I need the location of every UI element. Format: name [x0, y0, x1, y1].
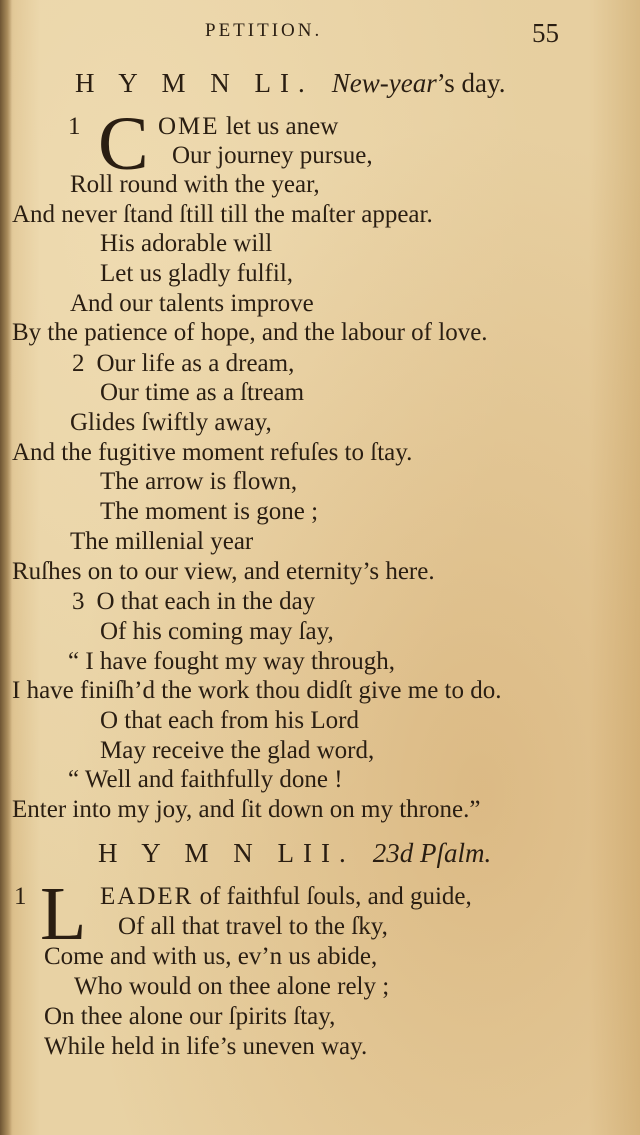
- hymn-51-stanza-1-number: 1: [68, 113, 81, 140]
- hymn-52-line: [100, 882, 472, 912]
- hymn-51-stanza-3-first: O that each in the day: [96, 588, 316, 615]
- hymn-51-line: Our time as a ſtream: [100, 379, 305, 406]
- hymn-51-line: Enter into my joy, and ſit down on my throne.”: [12, 796, 481, 823]
- hymn-51-first-rest: let us anew: [219, 113, 339, 140]
- hymn-51-line: May receive the glad word,: [100, 737, 375, 764]
- running-head: PETITION.: [205, 20, 323, 41]
- hymn-52-line: On thee alone our ſpirits ſtay,: [44, 1003, 336, 1030]
- hymn-51-line: The moment is gone ;: [100, 498, 319, 525]
- hymn-51-line: Let us gladly fulfil,: [100, 260, 294, 287]
- hymn-51-drop-cap: C: [98, 102, 149, 186]
- hymn-51-line: The arrow is flown,: [100, 468, 298, 495]
- hymn-52-occasion: 23d Pſalm.: [372, 838, 492, 868]
- hymn-51-line: O that each from his Lord: [100, 707, 359, 734]
- hymn-51-line: I have finiſh’d the work thou didſt give me to do.: [12, 677, 502, 704]
- hymn-51-occasion: [332, 68, 506, 98]
- hymn-51-line: And our talents improve: [70, 290, 314, 317]
- hymn-52-line: While held in life’s uneven way.: [44, 1033, 368, 1060]
- hymn-51-line: Roll round with the year,: [70, 171, 320, 198]
- hymn-51-line: His adorable will: [100, 230, 273, 257]
- hymn-51-line: Of his coming may ſay,: [100, 618, 334, 645]
- hymn-51-line: And never ſtand ſtill till the maſter appear.: [12, 201, 433, 228]
- hymn-52-line: Come and with us, ev’n us abide,: [44, 943, 378, 970]
- hymn-51-title: [75, 68, 505, 99]
- hymn-52-first-rest: of faithful ſouls, and guide,: [193, 883, 472, 910]
- page-header: [0, 14, 640, 54]
- hymn-51-occasion-rest: ’s day.: [436, 68, 506, 98]
- hymn-51-line: And the fugitive moment refuſes to ſtay.: [12, 439, 413, 466]
- hymn-51-line: [158, 112, 338, 142]
- hymn-52-line: Who would on thee alone rely ;: [74, 973, 390, 1000]
- hymn-51-stanza-2-number: 2: [72, 350, 85, 377]
- hymn-51-line: By the patience of hope, and the labour of love.: [12, 319, 488, 346]
- hymn-51-line: Ruſhes on to our view, and eternity’s here.: [12, 558, 435, 585]
- hymn-52-stanza-1-number: 1: [14, 883, 27, 910]
- hymn-51-stanza-3-number: 3: [72, 588, 85, 615]
- hymn-51-label: H Y M N LI.: [75, 68, 314, 98]
- hymn-52-title: [98, 838, 491, 869]
- hymn-52-first-caps: EADER: [100, 883, 194, 910]
- hymn-52-line: Of all that travel to the ſky,: [118, 913, 388, 940]
- hymn-51-stanza-2-first: Our life as a dream,: [96, 350, 295, 377]
- page-gutter-shadow: [0, 0, 12, 1135]
- hymn-51-line: Our journey pursue,: [172, 142, 373, 169]
- hymn-51-line: [72, 349, 294, 379]
- hymn-52-drop-cap: L: [40, 872, 87, 956]
- hymn-51-line: [72, 587, 315, 617]
- hymn-51-line: “ Well and faithfully done !: [68, 766, 343, 793]
- hymn-51-occasion-italic: New-year: [331, 68, 437, 98]
- hymn-51-line: Glides ſwiftly away,: [70, 409, 272, 436]
- hymn-51-first-caps: OME: [158, 113, 220, 140]
- hymn-51-line: The millenial year: [70, 528, 254, 555]
- hymn-51-line: “ I have fought my way through,: [68, 648, 396, 675]
- page-number: 55: [532, 18, 559, 48]
- hymn-52-label: H Y M N LII.: [98, 838, 355, 868]
